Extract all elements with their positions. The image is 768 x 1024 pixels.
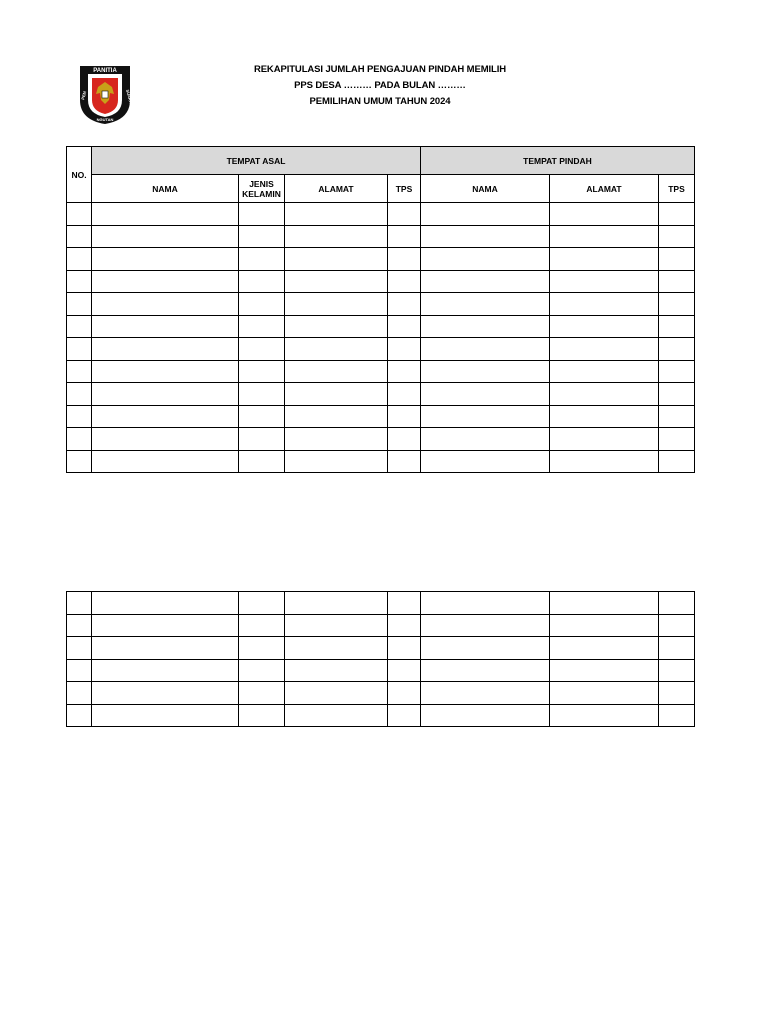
cell-pindah-tps[interactable] [659, 592, 695, 615]
cell-asal-alamat[interactable] [285, 360, 388, 383]
cell-asal-tps[interactable] [388, 203, 421, 226]
cell-asal-jenis-kelamin[interactable] [239, 293, 285, 316]
cell-pindah-tps[interactable] [659, 450, 695, 473]
cell-asal-jenis-kelamin[interactable] [239, 637, 285, 660]
cell-asal-nama[interactable] [92, 338, 239, 361]
cell-no[interactable] [67, 428, 92, 451]
cell-no[interactable] [67, 360, 92, 383]
cell-pindah-tps[interactable] [659, 293, 695, 316]
cell-asal-tps[interactable] [388, 682, 421, 705]
cell-asal-alamat[interactable] [285, 225, 388, 248]
cell-pindah-nama[interactable] [421, 659, 550, 682]
cell-asal-nama[interactable] [92, 225, 239, 248]
cell-pindah-tps[interactable] [659, 704, 695, 727]
col-asal-jenis-kelamin [239, 175, 285, 203]
cell-asal-jenis-kelamin[interactable] [239, 360, 285, 383]
cell-asal-jenis-kelamin[interactable] [239, 405, 285, 428]
table-row [67, 360, 695, 383]
logo-bottom-text: NGUTAN [96, 117, 114, 122]
cell-asal-jenis-kelamin[interactable] [239, 225, 285, 248]
cell-asal-alamat[interactable] [285, 338, 388, 361]
cell-no[interactable] [67, 293, 92, 316]
cell-asal-tps[interactable] [388, 225, 421, 248]
cell-asal-nama[interactable] [92, 637, 239, 660]
table-row [67, 338, 695, 361]
jenis-line-2: KELAMIN [242, 188, 281, 199]
cell-asal-alamat[interactable] [285, 659, 388, 682]
cell-asal-jenis-kelamin[interactable] [239, 338, 285, 361]
cell-pindah-tps[interactable] [659, 203, 695, 226]
cell-asal-alamat[interactable] [285, 405, 388, 428]
cell-asal-alamat[interactable] [285, 248, 388, 271]
col-pindah-tps: TPS [659, 175, 695, 203]
table-row [67, 315, 695, 338]
cell-pindah-alamat[interactable] [550, 293, 659, 316]
cell-asal-alamat[interactable] [285, 637, 388, 660]
cell-asal-tps[interactable] [388, 659, 421, 682]
cell-pindah-alamat[interactable] [550, 383, 659, 406]
cell-pindah-nama[interactable] [421, 592, 550, 615]
cell-asal-nama[interactable] [92, 704, 239, 727]
cell-pindah-nama[interactable] [421, 450, 550, 473]
cell-pindah-alamat[interactable] [550, 450, 659, 473]
logo-top-text: PANITIA [93, 68, 117, 74]
cell-pindah-nama[interactable] [421, 203, 550, 226]
recap-table-body [67, 203, 695, 473]
cell-pindah-tps[interactable] [659, 383, 695, 406]
cell-pindah-tps[interactable] [659, 614, 695, 637]
cell-asal-tps[interactable] [388, 315, 421, 338]
cell-no[interactable] [67, 704, 92, 727]
cell-no[interactable] [67, 637, 92, 660]
col-asal-tps: TPS [388, 175, 421, 203]
cell-asal-nama[interactable] [92, 592, 239, 615]
cell-asal-jenis-kelamin[interactable] [239, 315, 285, 338]
cell-asal-nama[interactable] [92, 450, 239, 473]
recap-table-continued [66, 591, 695, 727]
cell-asal-tps[interactable] [388, 405, 421, 428]
table-row [67, 293, 695, 316]
cell-pindah-nama[interactable] [421, 704, 550, 727]
cell-asal-tps[interactable] [388, 293, 421, 316]
cell-asal-jenis-kelamin[interactable] [239, 248, 285, 271]
cell-asal-tps[interactable] [388, 428, 421, 451]
cell-asal-alamat[interactable] [285, 428, 388, 451]
cell-asal-tps[interactable] [388, 637, 421, 660]
cell-pindah-nama[interactable] [421, 315, 550, 338]
col-asal-nama: NAMA [92, 175, 239, 203]
cell-asal-nama[interactable] [92, 682, 239, 705]
cell-pindah-nama[interactable] [421, 225, 550, 248]
cell-pindah-alamat[interactable] [550, 248, 659, 271]
cell-asal-jenis-kelamin[interactable] [239, 659, 285, 682]
cell-no[interactable] [67, 614, 92, 637]
cell-pindah-alamat[interactable] [550, 338, 659, 361]
cell-no[interactable] [67, 203, 92, 226]
table-row [67, 225, 695, 248]
cell-pindah-alamat[interactable] [550, 203, 659, 226]
cell-asal-nama[interactable] [92, 248, 239, 271]
cell-asal-jenis-kelamin[interactable] [239, 682, 285, 705]
cell-pindah-tps[interactable] [659, 338, 695, 361]
cell-pindah-nama[interactable] [421, 637, 550, 660]
table-row [67, 637, 695, 660]
cell-pindah-alamat[interactable] [550, 270, 659, 293]
table-row [67, 659, 695, 682]
cell-pindah-nama[interactable] [421, 682, 550, 705]
cell-pindah-tps[interactable] [659, 248, 695, 271]
cell-pindah-nama[interactable] [421, 248, 550, 271]
title-line-1: REKAPITULASI JUMLAH PENGAJUAN PINDAH MEMILIH [253, 64, 507, 75]
cell-no[interactable] [67, 225, 92, 248]
cell-asal-alamat[interactable] [285, 383, 388, 406]
cell-pindah-tps[interactable] [659, 659, 695, 682]
kpps-logo [76, 60, 134, 126]
col-pindah-nama: NAMA [421, 175, 550, 203]
cell-no[interactable] [67, 383, 92, 406]
title-line-2: PPS DESA ……… PADA BULAN ……… [294, 80, 466, 91]
cell-pindah-alamat[interactable] [550, 614, 659, 637]
cell-asal-alamat[interactable] [285, 270, 388, 293]
table-row [67, 203, 695, 226]
cell-pindah-nama[interactable] [421, 428, 550, 451]
cell-asal-jenis-kelamin[interactable] [239, 450, 285, 473]
cell-pindah-tps[interactable] [659, 405, 695, 428]
cell-pindah-tps[interactable] [659, 270, 695, 293]
cell-pindah-tps[interactable] [659, 682, 695, 705]
cell-pindah-nama[interactable] [421, 293, 550, 316]
cell-pindah-alamat[interactable] [550, 225, 659, 248]
cell-asal-alamat[interactable] [285, 614, 388, 637]
cell-pindah-alamat[interactable] [550, 682, 659, 705]
table-row [67, 682, 695, 705]
cell-asal-tps[interactable] [388, 383, 421, 406]
title-line-3: PEMILIHAN UMUM TAHUN 2024 [309, 96, 451, 107]
cell-asal-jenis-kelamin[interactable] [239, 704, 285, 727]
cell-pindah-nama[interactable] [421, 270, 550, 293]
cell-pindah-alamat[interactable] [550, 360, 659, 383]
cell-pindah-alamat[interactable] [550, 315, 659, 338]
cell-asal-tps[interactable] [388, 450, 421, 473]
cell-asal-jenis-kelamin[interactable] [239, 428, 285, 451]
group-tempat-asal: TEMPAT ASAL [92, 147, 421, 175]
cell-pindah-nama[interactable] [421, 405, 550, 428]
cell-asal-nama[interactable] [92, 315, 239, 338]
cell-pindah-tps[interactable] [659, 225, 695, 248]
cell-pindah-alamat[interactable] [550, 637, 659, 660]
cell-no[interactable] [67, 682, 92, 705]
cell-asal-alamat[interactable] [285, 704, 388, 727]
cell-asal-jenis-kelamin[interactable] [239, 592, 285, 615]
cell-asal-nama[interactable] [92, 383, 239, 406]
table-row [67, 383, 695, 406]
cell-no[interactable] [67, 592, 92, 615]
logo-right-text: SUARA [125, 88, 134, 105]
col-asal-alamat: ALAMAT [285, 175, 388, 203]
cell-asal-alamat[interactable] [285, 682, 388, 705]
cell-no[interactable] [67, 405, 92, 428]
cell-asal-alamat[interactable] [285, 450, 388, 473]
cell-asal-tps[interactable] [388, 270, 421, 293]
document-title [200, 62, 560, 110]
table-row [67, 592, 695, 615]
cell-pindah-tps[interactable] [659, 637, 695, 660]
col-no: NO. [67, 147, 92, 203]
table-row [67, 248, 695, 271]
jenis-line-1: JENIS [249, 178, 274, 189]
cell-asal-nama[interactable] [92, 360, 239, 383]
cell-pindah-alamat[interactable] [550, 659, 659, 682]
cell-asal-tps[interactable] [388, 592, 421, 615]
group-tempat-pindah: TEMPAT PINDAH [421, 147, 695, 175]
cell-pindah-tps[interactable] [659, 360, 695, 383]
cell-pindah-alamat[interactable] [550, 405, 659, 428]
cell-asal-alamat[interactable] [285, 293, 388, 316]
cell-asal-alamat[interactable] [285, 203, 388, 226]
cell-pindah-nama[interactable] [421, 383, 550, 406]
cell-pindah-alamat[interactable] [550, 428, 659, 451]
cell-no[interactable] [67, 315, 92, 338]
cell-asal-jenis-kelamin[interactable] [239, 270, 285, 293]
table-row [67, 405, 695, 428]
recap-table [66, 146, 695, 473]
cell-no[interactable] [67, 450, 92, 473]
cell-no[interactable] [67, 248, 92, 271]
cell-no[interactable] [67, 338, 92, 361]
cell-pindah-tps[interactable] [659, 315, 695, 338]
cell-pindah-tps[interactable] [659, 428, 695, 451]
cell-asal-jenis-kelamin[interactable] [239, 383, 285, 406]
col-pindah-alamat: ALAMAT [550, 175, 659, 203]
cell-asal-jenis-kelamin[interactable] [239, 614, 285, 637]
table-row [67, 270, 695, 293]
cell-asal-alamat[interactable] [285, 315, 388, 338]
cell-asal-nama[interactable] [92, 203, 239, 226]
cell-asal-nama[interactable] [92, 270, 239, 293]
cell-asal-tps[interactable] [388, 614, 421, 637]
cell-asal-nama[interactable] [92, 614, 239, 637]
cell-asal-tps[interactable] [388, 338, 421, 361]
table-row [67, 428, 695, 451]
cell-pindah-nama[interactable] [421, 360, 550, 383]
cell-asal-tps[interactable] [388, 248, 421, 271]
cell-pindah-alamat[interactable] [550, 592, 659, 615]
cell-no[interactable] [67, 659, 92, 682]
cell-asal-nama[interactable] [92, 659, 239, 682]
cell-asal-nama[interactable] [92, 405, 239, 428]
logo-left-text: PEM [80, 90, 88, 101]
cell-asal-jenis-kelamin[interactable] [239, 203, 285, 226]
cell-pindah-alamat[interactable] [550, 704, 659, 727]
cell-pindah-nama[interactable] [421, 338, 550, 361]
cell-asal-nama[interactable] [92, 293, 239, 316]
cell-asal-alamat[interactable] [285, 592, 388, 615]
cell-asal-nama[interactable] [92, 428, 239, 451]
cell-no[interactable] [67, 270, 92, 293]
cell-pindah-nama[interactable] [421, 614, 550, 637]
table-row [67, 614, 695, 637]
table-row [67, 450, 695, 473]
table-row [67, 704, 695, 727]
cell-asal-tps[interactable] [388, 360, 421, 383]
recap-table-continued-body [67, 592, 695, 727]
cell-asal-tps[interactable] [388, 704, 421, 727]
